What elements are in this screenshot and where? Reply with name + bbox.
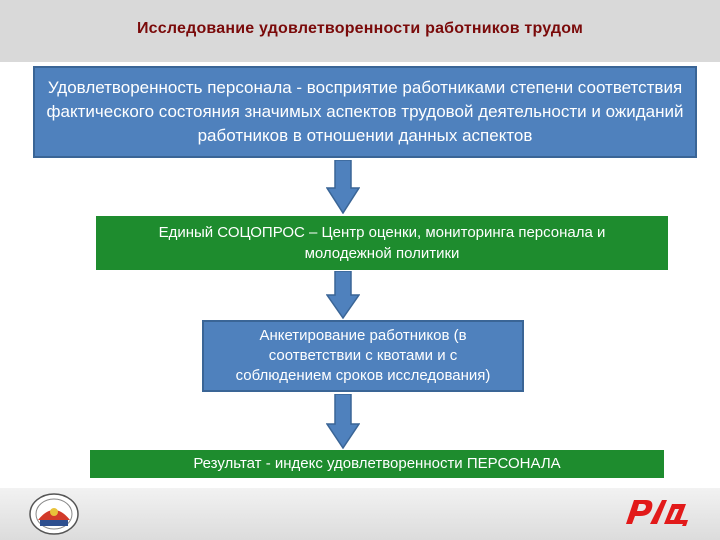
definition-box <box>33 66 697 158</box>
arrow-down-icon <box>326 394 360 449</box>
survey-text: Единый СОЦОПРОС – Центр оценки, мониторинга персонала и молодежной политики <box>158 224 606 262</box>
result-text: Результат - индекс удовлетворенности ПЕРСОНАЛА <box>193 455 561 472</box>
rzd-logo-icon <box>620 494 692 528</box>
questionnaire-box <box>202 320 524 392</box>
arrow-down-icon <box>326 160 360 214</box>
definition-text: Удовлетворенность персонала - восприятие работниками степени соответствия фактического состояния значимых аспектов трудовой деятельности и ожиданий работников в отношении данных аспектов <box>46 78 684 145</box>
page-title: Исследование удовлетворенности работников трудом <box>136 20 584 37</box>
questionnaire-text: Анкетирование работников (в соответствии с квотами и с соблюдением сроков исследования) <box>235 327 491 384</box>
footer-band <box>0 488 720 540</box>
emblem-logo-icon <box>28 492 80 536</box>
result-box <box>90 450 664 478</box>
arrow-down-icon <box>326 271 360 319</box>
survey-box <box>96 216 668 270</box>
